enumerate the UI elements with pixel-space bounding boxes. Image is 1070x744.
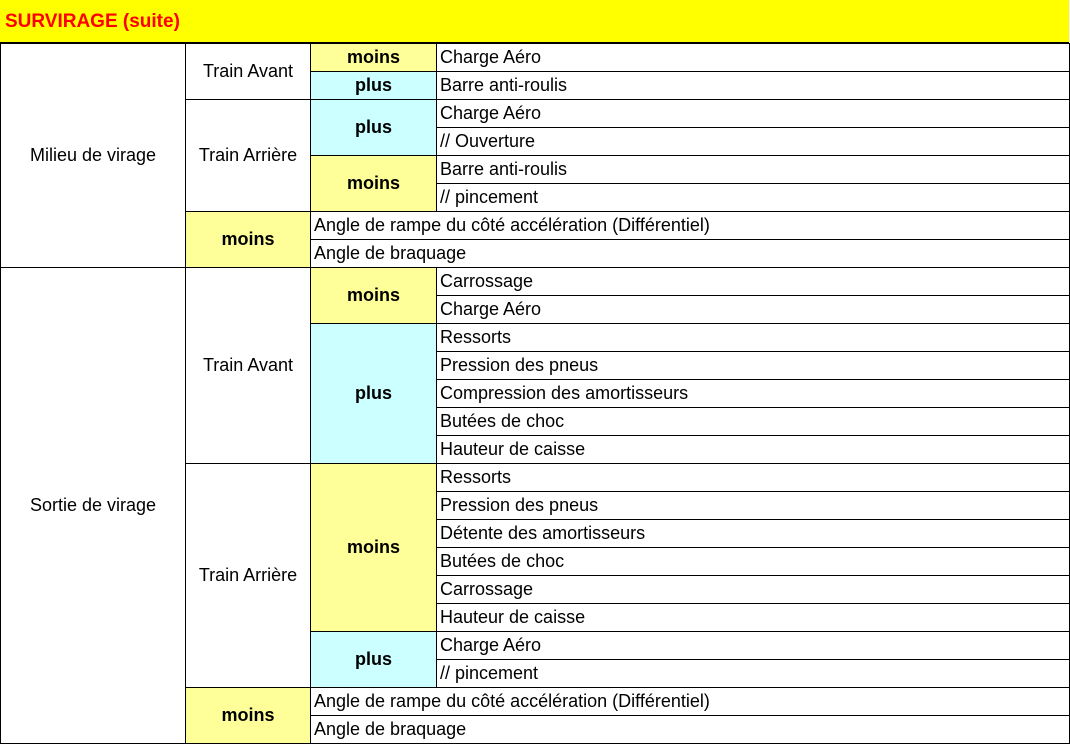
setting-item: Compression des amortisseurs <box>437 380 1070 408</box>
direction-moins: moins <box>186 212 311 268</box>
axle-label: Train Arrière <box>186 464 311 688</box>
setting-item: Pression des pneus <box>437 492 1070 520</box>
setting-item: Butées de choc <box>437 548 1070 576</box>
setting-item: Pression des pneus <box>437 352 1070 380</box>
direction-moins: moins <box>311 44 437 72</box>
setting-item: Hauteur de caisse <box>437 604 1070 632</box>
setting-item: Angle de braquage <box>311 240 1070 268</box>
direction-plus: plus <box>311 72 437 100</box>
direction-moins: moins <box>186 688 311 744</box>
setting-item: Barre anti-roulis <box>437 72 1070 100</box>
setting-item: // pincement <box>437 660 1070 688</box>
setting-item: Carrossage <box>437 576 1070 604</box>
setting-item: Hauteur de caisse <box>437 436 1070 464</box>
table-row <box>1 44 1070 72</box>
axle-label: Train Avant <box>186 44 311 100</box>
setting-item: Charge Aéro <box>437 44 1070 72</box>
phase-label: Milieu de virage <box>1 44 186 268</box>
setting-item: Angle de rampe du côté accélération (Différentiel) <box>311 212 1070 240</box>
settings-table <box>0 43 1070 744</box>
setting-item: Charge Aéro <box>437 100 1070 128</box>
sheet-title: SURVIRAGE (suite) <box>0 0 1069 43</box>
axle-label: Train Arrière <box>186 100 311 212</box>
axle-label: Train Avant <box>186 268 311 464</box>
setting-item: Angle de braquage <box>311 716 1070 744</box>
direction-moins: moins <box>311 464 437 632</box>
setting-item: Carrossage <box>437 268 1070 296</box>
table-row <box>1 268 1070 296</box>
setting-item: // Ouverture <box>437 128 1070 156</box>
setting-item: Ressorts <box>437 324 1070 352</box>
setting-item: Charge Aéro <box>437 632 1070 660</box>
setting-item: Ressorts <box>437 464 1070 492</box>
direction-plus: plus <box>311 632 437 688</box>
direction-plus: plus <box>311 100 437 156</box>
direction-moins: moins <box>311 156 437 212</box>
direction-moins: moins <box>311 268 437 324</box>
phase-label: Sortie de virage <box>1 268 186 744</box>
setting-item: Angle de rampe du côté accélération (Différentiel) <box>311 688 1070 716</box>
setting-item: // pincement <box>437 184 1070 212</box>
setting-item: Charge Aéro <box>437 296 1070 324</box>
setting-item: Détente des amortisseurs <box>437 520 1070 548</box>
setting-item: Butées de choc <box>437 408 1070 436</box>
setting-item: Barre anti-roulis <box>437 156 1070 184</box>
direction-plus: plus <box>311 324 437 464</box>
